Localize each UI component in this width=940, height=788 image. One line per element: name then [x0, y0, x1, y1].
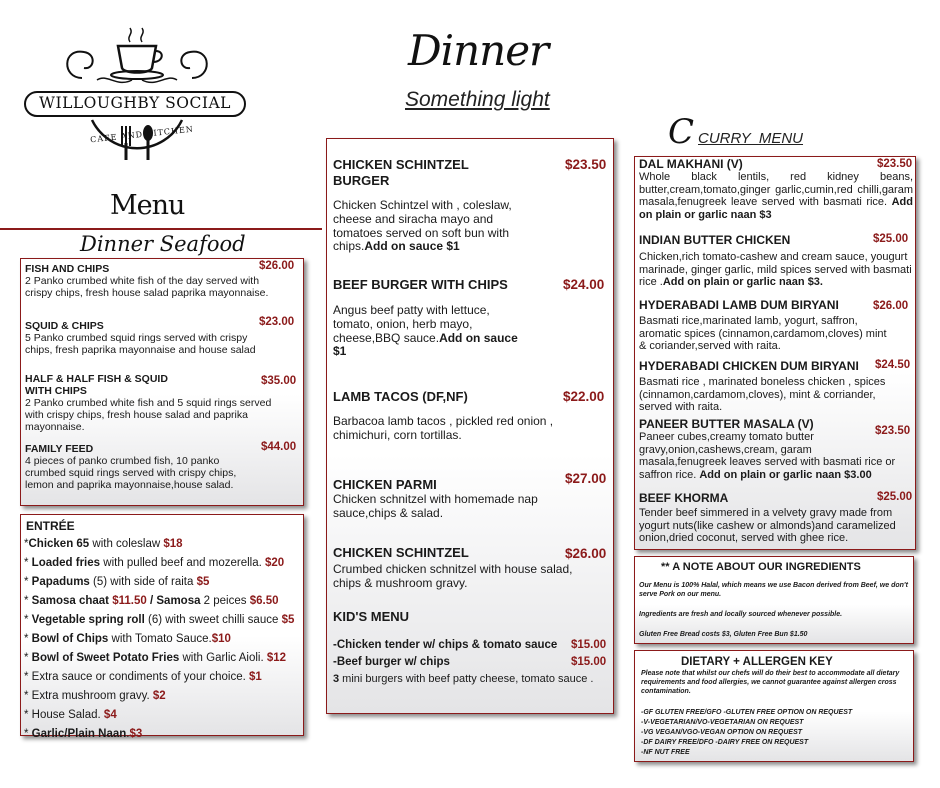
logo-tagline: CAFE AND KITCHEN — [89, 124, 195, 145]
dinner-title: Dinner — [408, 26, 549, 75]
curry-item — [639, 233, 913, 289]
logo — [22, 18, 252, 178]
light-item-name: CHICKEN SCHINTZEL — [333, 545, 469, 560]
allergen-key: -V-VEGETARIAN/VO-VEGETARIAN ON REQUEST — [641, 719, 804, 726]
kids-note-number: 3 — [333, 673, 340, 685]
seafood-item-desc: 5 Panko crumbed squid rings served with crispy chips, fresh paprika mayonnaise and house salad — [25, 332, 256, 357]
ingredients-line: Our Menu is 100% Halal, which means we use Bacon derived from Beef, we don't serve Pork on our menu. — [639, 582, 908, 599]
seafood-item — [25, 316, 300, 357]
entree-name: Bowl of Sweet Potato Fries — [31, 652, 180, 664]
seafood-panel — [20, 258, 304, 506]
curry-title-text: CURRY MENU — [698, 130, 804, 147]
seafood-item-desc: 2 Panko crumbed white fish of the day served with crispy chips, fresh house salad paprika mayonnaise. — [25, 275, 269, 300]
allergen-key: -NF NUT FREE — [641, 749, 690, 756]
allergen-note: Please note that whilst our chefs will do their best to accommodate all dietary requirements and food allergies, we cannot guarantee against allergen cross contamination. — [641, 670, 900, 696]
entree-name: Bowl of Chips — [31, 633, 109, 645]
seafood-item — [25, 260, 300, 300]
light-item-desc: Crumbed chicken schnitzel with house salad, chips & mushroom gravy. — [333, 562, 573, 590]
light-item-price: $26.00 — [565, 546, 607, 561]
curry-item-price: $25.00 — [873, 233, 909, 245]
curry-item-addon: Add on plain or garlic naan $3.00 — [699, 468, 872, 481]
entree-text: Extra sauce or condiments of your choice. — [31, 671, 249, 683]
entree-name: Vegetable spring roll — [31, 614, 145, 626]
light-item-desc: Angus beef patty with lettuce, tomato, onion, herb mayo, cheese,BBQ sauce. — [333, 303, 490, 345]
kids-item-price: $15.00 — [571, 656, 607, 668]
curry-item-price: $26.00 — [873, 300, 909, 312]
seafood-item-price: $44.00 — [261, 441, 297, 453]
entree-sep: / — [146, 595, 157, 607]
seafood-item-desc: 4 pieces of panko crumbed fish, 10 panko crumbed squid rings served with crispy chips, lemon and paprika mayonnaise,house salad. — [25, 455, 237, 492]
kids-note — [333, 673, 609, 685]
light-item — [333, 545, 609, 591]
light-item — [333, 389, 609, 443]
curry-item-price: $23.50 — [877, 158, 913, 170]
kids-item-price: $15.00 — [571, 639, 607, 651]
entree-price: $18 — [163, 538, 183, 550]
seafood-item-price: $35.00 — [261, 375, 297, 387]
entree-line: * Garlic/Plain Naan.$3 — [24, 728, 143, 740]
curry-item-name: PANEER BUTTER MASALA (V) — [639, 417, 814, 431]
curry-item-desc: Basmati rice , marinated boneless chicken , spices (cinnamon,cardamom,cloves), mint & corriander, served with raita. — [639, 376, 886, 414]
entree-price: $4 — [103, 709, 117, 721]
entree-name: Chicken 65 — [28, 538, 90, 550]
kids-item — [333, 639, 609, 651]
light-item — [333, 157, 609, 254]
entree-text: House Salad. — [31, 709, 104, 721]
entree-text: with Tomato Sauce. — [108, 633, 212, 645]
curry-item — [639, 157, 913, 222]
entree-list — [24, 535, 302, 744]
entree-price: $20 — [265, 557, 285, 569]
entree-line: * Papadums (5) with side of raita $5 — [24, 576, 210, 588]
kids-item-name: -Chicken tender w/ chips & tomato sauce — [333, 639, 558, 651]
entree-name: Garlic/Plain Naan — [31, 728, 127, 740]
entree-text: with coleslaw — [89, 538, 164, 550]
light-item-desc-block — [333, 304, 533, 359]
entree-text: with Garlic Aioli. — [179, 652, 267, 664]
ingredients-title: ** A NOTE ABOUT OUR INGREDIENTS — [661, 561, 861, 573]
curry-item-desc: Paneer cubes,creamy tomato butter gravy,onion,cashews,cream, garam masala,fenugreek leaves served with basmati rice or saffron rice. — [639, 431, 896, 481]
entree-text: (6) with sweet chilli sauce — [144, 614, 282, 626]
entree-line: * Extra sauce or condiments of your choice. $1 — [24, 671, 262, 683]
curry-item-desc-block — [639, 251, 913, 289]
entree-name: Samosa — [156, 595, 201, 607]
menu-heading: Menu — [110, 190, 185, 221]
light-item-price: $24.00 — [563, 277, 605, 292]
curry-item-desc-block — [639, 171, 913, 222]
entree-name: Papadums — [31, 576, 90, 588]
light-item-addon: Add on sauce $1 — [364, 239, 460, 254]
light-item-desc: Chicken schnitzel with homemade nap sauce,chips & salad. — [333, 492, 538, 520]
kids-title: KID'S MENU — [333, 609, 410, 624]
allergen-panel — [634, 650, 914, 762]
ingredients-line: Ingredients are fresh and locally sourced whenever possible. — [639, 611, 843, 618]
entree-title: ENTRÉE — [26, 519, 75, 533]
curry-item-price: $23.50 — [875, 425, 911, 437]
light-item-addon: Add on sauce $1 — [333, 330, 518, 359]
entree-line: * Bowl of Chips with Tomato Sauce.$10 — [24, 633, 231, 645]
allergen-key: -DF DAIRY FREE/DFO -DAIRY FREE ON REQUEST — [641, 739, 809, 746]
entree-name: Samosa chaat — [31, 595, 110, 607]
entree-line: * Vegetable spring roll (6) with sweet chilli sauce $5 — [24, 614, 295, 626]
entree-price: $12 — [266, 652, 287, 664]
kids-item-name: -Beef burger w/ chips — [333, 656, 450, 668]
curry-item-name: DAL MAKHANI (V) — [639, 157, 743, 171]
light-item-desc: Barbacoa lamb tacos , pickled red onion , chimichuri, corn tortillas. — [333, 414, 554, 442]
curry-item-desc: Whole black lentils, red kidney beans, butter,cream,tomato,ginger garlic,cumin,red chilli,garam masala,fenugreek leave served with basmati rice. — [639, 171, 913, 209]
allergen-key-list — [641, 708, 907, 758]
entree-price: $2 — [152, 690, 166, 702]
entree-line: * House Salad. $4 — [24, 709, 117, 721]
seafood-item-price: $23.00 — [259, 316, 295, 328]
curry-item-name: HYDERABADI CHICKEN DUM BIRYANI — [639, 359, 859, 373]
seafood-item-name: HALF & HALF FISH & SQUID WITH CHIPS — [25, 373, 168, 397]
entree-line: * Loaded fries with pulled beef and mozerella. $20 — [24, 557, 285, 569]
dinner-subtitle: Something light — [405, 88, 550, 111]
entree-price: $10 — [211, 633, 231, 645]
curry-c-swash-icon: C — [668, 112, 695, 152]
curry-item-addon: Add on plain or garlic naan $3 — [639, 196, 913, 221]
seafood-item-price: $26.00 — [259, 260, 295, 272]
curry-item-price: $25.00 — [877, 491, 913, 503]
entree-text: Extra mushroom gravy. — [31, 690, 153, 702]
entree-line: * Samosa chaat $11.50 / Samosa 2 peices $6.50 — [24, 595, 279, 607]
curry-panel — [634, 156, 916, 550]
ingredients-line: Gluten Free Bread costs $3, Gluten Free Bun $1.50 — [639, 631, 808, 638]
allergen-key: -VG VEGAN/VGO-VEGAN OPTION ON REQUEST — [641, 729, 803, 736]
entree-text: with pulled beef and mozerella. — [100, 557, 265, 569]
light-panel — [326, 138, 614, 714]
curry-item-name: INDIAN BUTTER CHICKEN — [639, 233, 791, 247]
seafood-item-name: SQUID & CHIPS — [25, 320, 104, 332]
entree-price: $6.50 — [249, 595, 279, 607]
light-item-price: $22.00 — [563, 389, 605, 404]
entree-text: . — [126, 728, 130, 740]
entree-price: $3 — [129, 728, 143, 740]
entree-panel — [20, 514, 304, 740]
allergen-key: -GF GLUTEN FREE/GFO -GLUTEN FREE OPTION ON REQUEST — [641, 709, 853, 716]
seafood-item-desc: 2 Panko crumbed white fish and 5 squid rings served with crispy chips, fresh house salad and paprika mayonnaise. — [25, 397, 272, 434]
curry-item-desc-block — [639, 431, 899, 482]
light-item-name: CHICKEN SCHINTZEL BURGER — [333, 157, 469, 188]
curry-item-name: HYDERABADI LAMB DUM BIRYANI — [639, 298, 839, 312]
light-item-name: LAMB TACOS (DF,NF) — [333, 389, 468, 404]
curry-item-desc: Chicken,rich tomato-cashew and cream sauce, yougurt marinade, ginger garlic, mild spices served with basmati rice . — [639, 251, 912, 289]
kids-note-text: mini burgers with beef patty cheese, tomato sauce . — [339, 673, 594, 685]
entree-price: $11.50 — [112, 595, 147, 607]
entree-line: * Extra mushroom gravy. $2 — [24, 690, 166, 702]
entree-price: $5 — [196, 576, 210, 588]
seafood-title: Dinner Seafood — [80, 232, 246, 256]
entree-line: *Chicken 65 with coleslaw $18 — [24, 538, 183, 550]
curry-item — [639, 298, 913, 353]
curry-item-addon: Add on plain or garlic naan $3. — [662, 276, 823, 289]
seafood-item-name: FISH AND CHIPS — [25, 263, 110, 275]
entree-price: $1 — [249, 671, 262, 683]
entree-text: 2 peices — [200, 595, 250, 607]
entree-line: * Bowl of Sweet Potato Fries with Garlic Aioli. $12 — [24, 652, 287, 664]
curry-item — [639, 417, 913, 482]
logo-name: WILLOUGHBY SOCIAL — [39, 94, 231, 112]
light-item-price: $23.50 — [565, 157, 607, 172]
light-item — [333, 471, 609, 521]
light-item-name: CHICKEN PARMI — [333, 477, 437, 492]
seafood-item — [25, 373, 300, 433]
curry-item-desc: Basmati rice,marinated lamb, yogurt, saffron, aromatic spices (cinnamon,cardamom,cloves) mint & coriander,served with raita. — [639, 315, 887, 353]
entree-text: (5) with side of raita — [89, 576, 197, 588]
curry-item — [639, 359, 913, 414]
allergen-title: DIETARY + ALLERGEN KEY — [681, 656, 833, 668]
light-item-desc-block — [333, 199, 533, 254]
logo-banner — [24, 91, 246, 117]
light-item-desc: Chicken Schintzel with , coleslaw, cheese and siracha mayo and tomatoes served on soft bun with chips. — [333, 198, 512, 254]
curry-item-price: $24.50 — [875, 359, 911, 371]
seafood-item-name: FAMILY FEED — [25, 443, 94, 455]
curry-item-desc: Tender beef simmered in a velvety gravy made from yogurt nuts(like cashew or almonds)and caramelized onion,dried coconut, served with ghee rice. — [639, 507, 896, 545]
seafood-item — [25, 443, 300, 491]
entree-name: Loaded fries — [31, 557, 101, 569]
curry-item-name: BEEF KHORMA — [639, 491, 729, 505]
menu-divider — [0, 228, 322, 230]
light-item-name: BEEF BURGER WITH CHIPS — [333, 277, 508, 292]
ingredients-panel — [634, 556, 914, 644]
curry-item — [639, 491, 913, 545]
entree-price: $5 — [281, 614, 295, 626]
light-item — [333, 277, 609, 359]
kids-item — [333, 656, 609, 668]
light-item-price: $27.00 — [565, 471, 607, 486]
